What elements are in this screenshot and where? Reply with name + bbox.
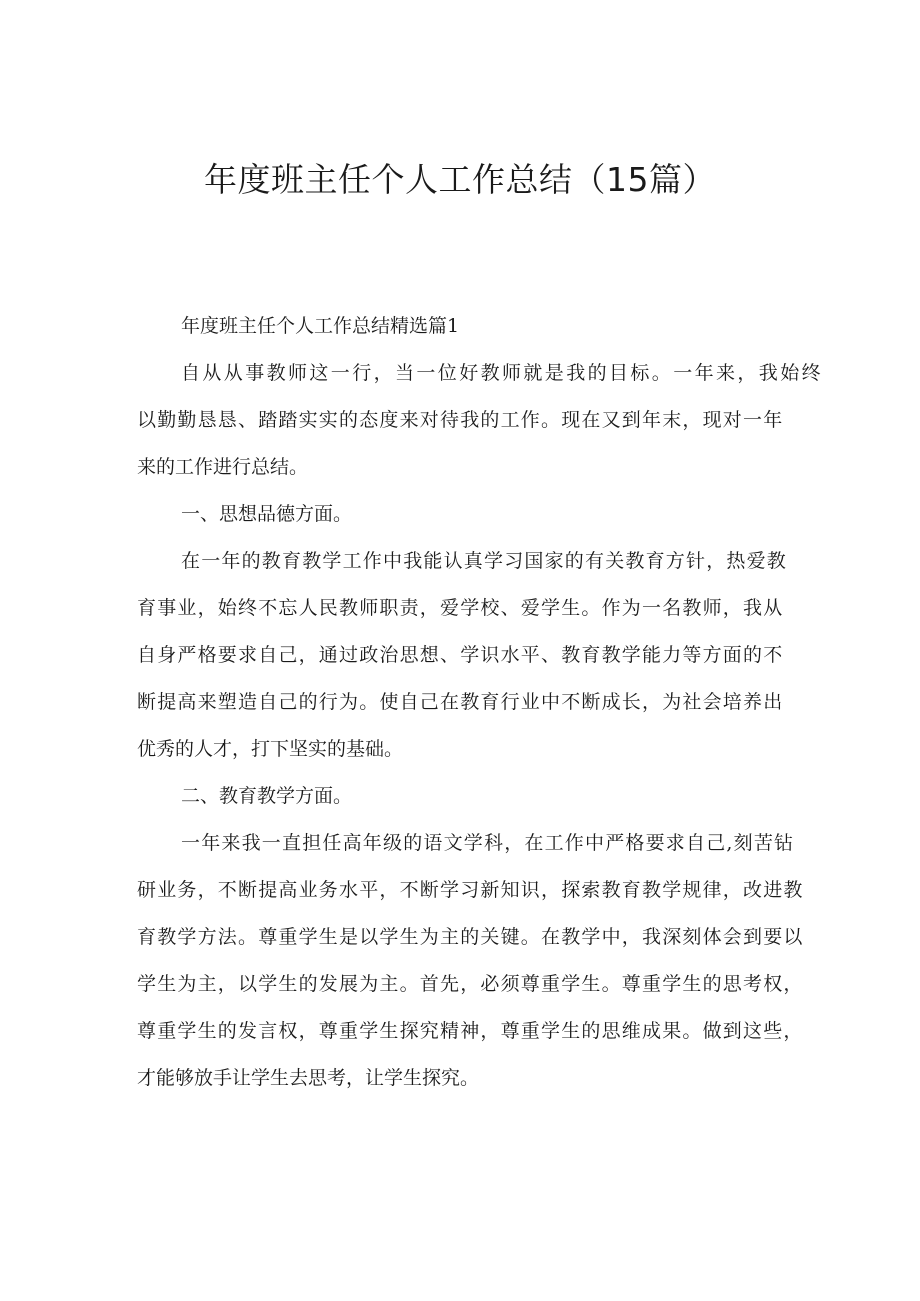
paragraph-line: 自从从事教师这一行，当一位好教师就是我的目标。一年来，我始终 [181,362,824,384]
paragraph-line: 断提高来塑造自己的行为。使自己在教育行业中不断成长，为社会培养出 [137,691,784,713]
paragraph-line: 育事业，始终不忘人民教师职责，爱学校、爱学生。作为一名教师，我从 [137,597,784,619]
paragraph-line: 自身严格要求自己，通过政治思想、学识水平、教育教学能力等方面的不 [137,644,784,666]
paragraph-line: 研业务，不断提高业务水平，不断学习新知识，探索教育教学规律，改进教 [137,879,804,901]
paragraph-line: 学生为主，以学生的发展为主。首先，必须尊重学生。尊重学生的思考权， [137,973,804,995]
section-title: 年度班主任个人工作总结精选篇1 [181,315,460,337]
paragraph-line: 优秀的人才，打下坚实的基础。 [137,738,404,760]
document-body [137,308,824,1096]
paragraph-line: 才能够放手让学生去思考，让学生探究。 [137,1067,480,1089]
paragraph-line: 尊重学生的发言权，尊重学生探究精神，尊重学生的思维成果。做到这些， [137,1020,804,1042]
subheading: 二、教育教学方面。 [181,785,353,807]
subheading: 一、思想品德方面。 [181,503,353,525]
paragraph-line: 育教学方法。尊重学生是以学生为主的关键。在教学中，我深刻体会到要以 [137,926,804,948]
paragraph-line: 以勤勤恳恳、踏踏实实的态度来对待我的工作。现在又到年末，现对一年 [137,409,784,431]
paragraph-line: 一年来我一直担任高年级的语文学科，在工作中严格要求自己,刻苦钻 [181,832,795,854]
paragraph-line: 在一年的教育教学工作中我能认真学习国家的有关教育方针，热爱教 [181,550,788,572]
document-title: 年度班主任个人工作总结（15篇） [204,160,716,199]
paragraph-line: 来的工作进行总结。 [137,456,309,478]
